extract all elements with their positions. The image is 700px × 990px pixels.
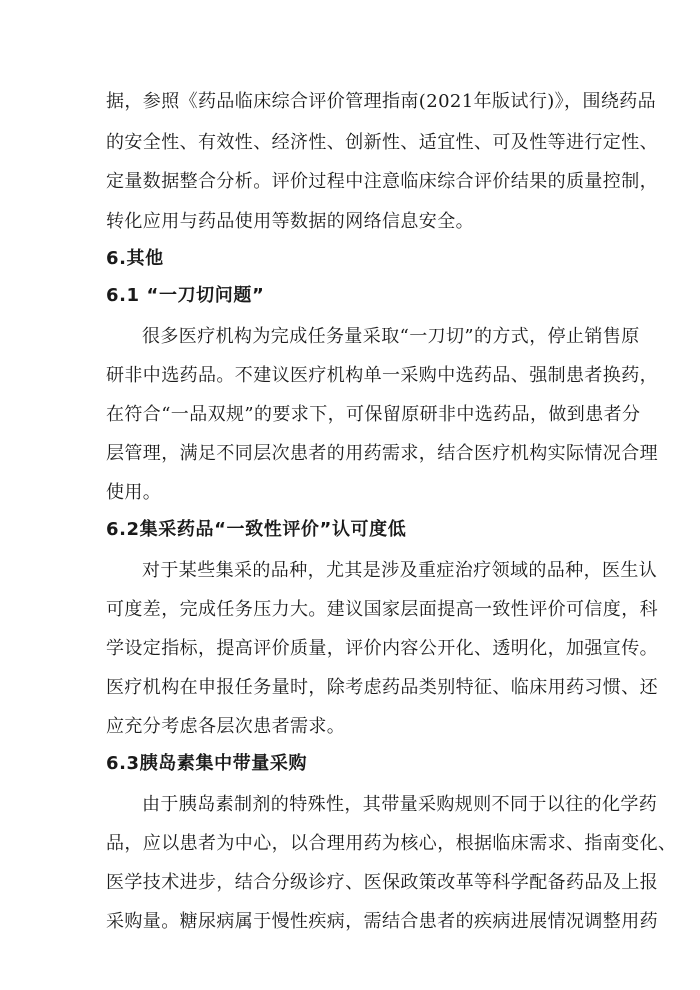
paragraph-line: 使用。 (106, 482, 162, 503)
intro-line: 转化应用与药品使用等数据的网络信息安全。 (106, 211, 474, 232)
paragraph-line: 应充分考虑各层次患者需求。 (106, 716, 346, 737)
paragraph-line: 学设定指标，提高评价质量，评价内容公开化、透明化，加强宣传。 (106, 638, 658, 659)
intro-line: 的安全性、有效性、经济性、创新性、适宜性、可及性等进行定性、 (106, 132, 658, 153)
paragraph-line: 由于胰岛素制剂的特殊性，其带量采购规则不同于以往的化学药 (142, 794, 658, 815)
paragraph-line: 品，应以患者为中心，以合理用药为核心，根据临床需求、指南变化、 (106, 833, 677, 854)
paragraph-line: 很多医疗机构为完成任务量采取“一刀切”的方式，停止销售原 (142, 326, 640, 347)
subsection-6-3-heading: 6.3胰岛素集中带量采购 (106, 753, 308, 774)
section-6-heading: 6.其他 (106, 248, 164, 269)
subsection-6-2-heading: 6.2集采药品“一致性评价”认可度低 (106, 519, 407, 540)
intro-line: 定量数据整合分析。评价过程中注意临床综合评价结果的质量控制， (106, 171, 658, 192)
paragraph-line: 研非中选药品。不建议医疗机构单一采购中选药品、强制患者换药， (106, 365, 658, 386)
paragraph-line: 医疗机构在申报任务量时，除考虑药品类别特征、临床用药习惯、还 (106, 677, 658, 698)
paragraph-line: 可度差，完成任务压力大。建议国家层面提高一致性评价可信度，科 (106, 599, 658, 620)
paragraph-line: 对于某些集采的品种，尤其是涉及重症治疗领域的品种，医生认 (142, 560, 658, 581)
subsection-6-1-heading: 6.1 “一刀切问题” (106, 285, 265, 306)
paragraph-line: 采购量。糖尿病属于慢性疾病，需结合患者的疾病进展情况调整用药 (106, 911, 658, 932)
paragraph-line: 层管理，满足不同层次患者的用药需求，结合医疗机构实际情况合理 (106, 443, 658, 464)
intro-line: 据，参照《药品临床综合评价管理指南(2021年版试行)》，围绕药品 (106, 91, 657, 112)
paragraph-line: 在符合“一品双规”的要求下，可保留原研非中选药品，做到患者分 (106, 404, 641, 425)
paragraph-line: 医学技术进步，结合分级诊疗、医保政策改革等科学配备药品及上报 (106, 872, 658, 893)
